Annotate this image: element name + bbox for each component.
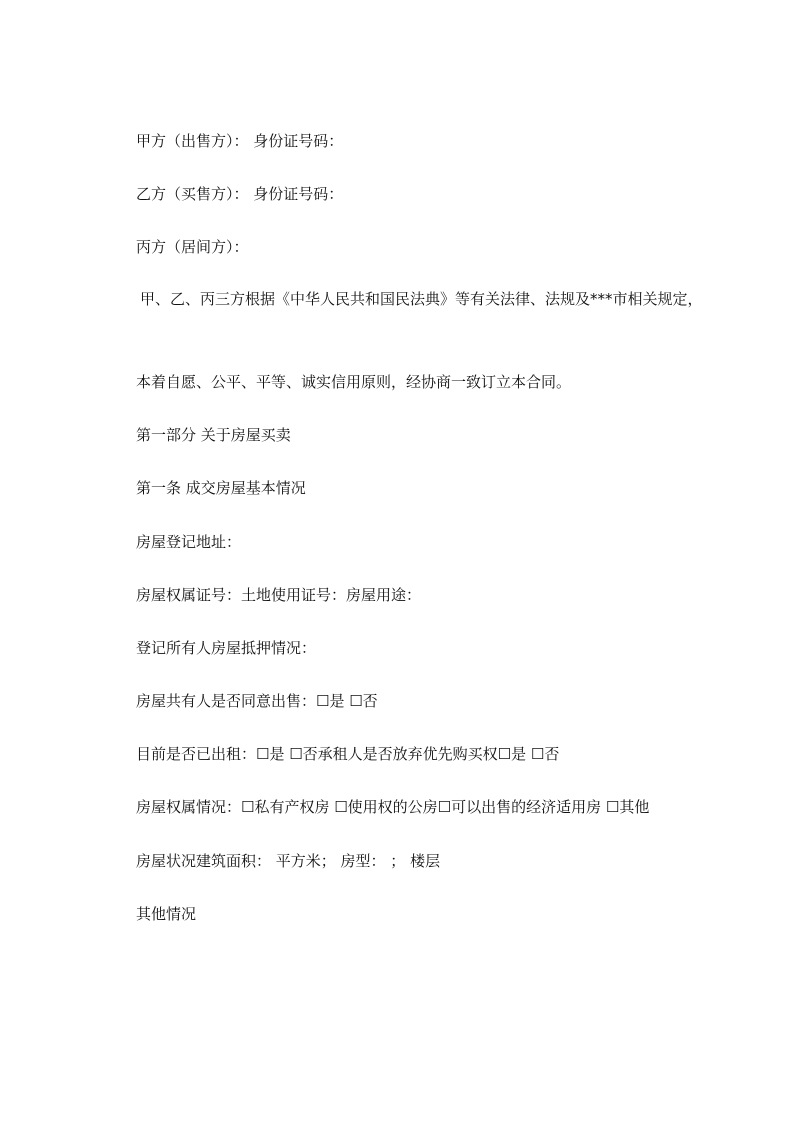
certificate-numbers-line: 房屋权属证号：土地使用证号：房屋用途： <box>136 586 422 604</box>
party-a-line: 甲方（出售方）： 身份证号码： <box>136 132 344 150</box>
ownership-type-line: 房屋权属情况：☐私有产权房 ☐使用权的公房☐可以出售的经济适用房 ☐其他 <box>136 798 650 816</box>
party-b-line: 乙方（买售方）： 身份证号码： <box>136 185 344 203</box>
article-one-heading: 第一条 成交房屋基本情况 <box>136 479 306 497</box>
mortgage-status-line: 登记所有人房屋抵押情况： <box>136 639 317 657</box>
co-owner-consent-line: 房屋共有人是否同意出售：☐是 ☐否 <box>136 692 378 710</box>
registered-address-line: 房屋登记地址： <box>136 533 242 551</box>
rental-status-line: 目前是否已出租：☐是 ☐否承租人是否放弃优先购买权☐是 ☐否 <box>136 745 560 763</box>
building-area-line: 房屋状况建筑面积： 平方米； 房型： ； 楼层 <box>136 852 441 870</box>
principles-line: 本着自愿、公平、平等、诚实信用原则，经协商一致订立本合同。 <box>136 373 572 391</box>
other-conditions-line: 其他情况 <box>136 905 197 923</box>
part-one-heading: 第一部分 关于房屋买卖 <box>136 426 291 444</box>
preamble-paragraph: 甲、乙、丙三方根据《中华人民共和国民法典》等有关法律、法规及***市相关规定， <box>140 290 703 308</box>
party-c-line: 丙方（居间方）： <box>136 238 249 256</box>
